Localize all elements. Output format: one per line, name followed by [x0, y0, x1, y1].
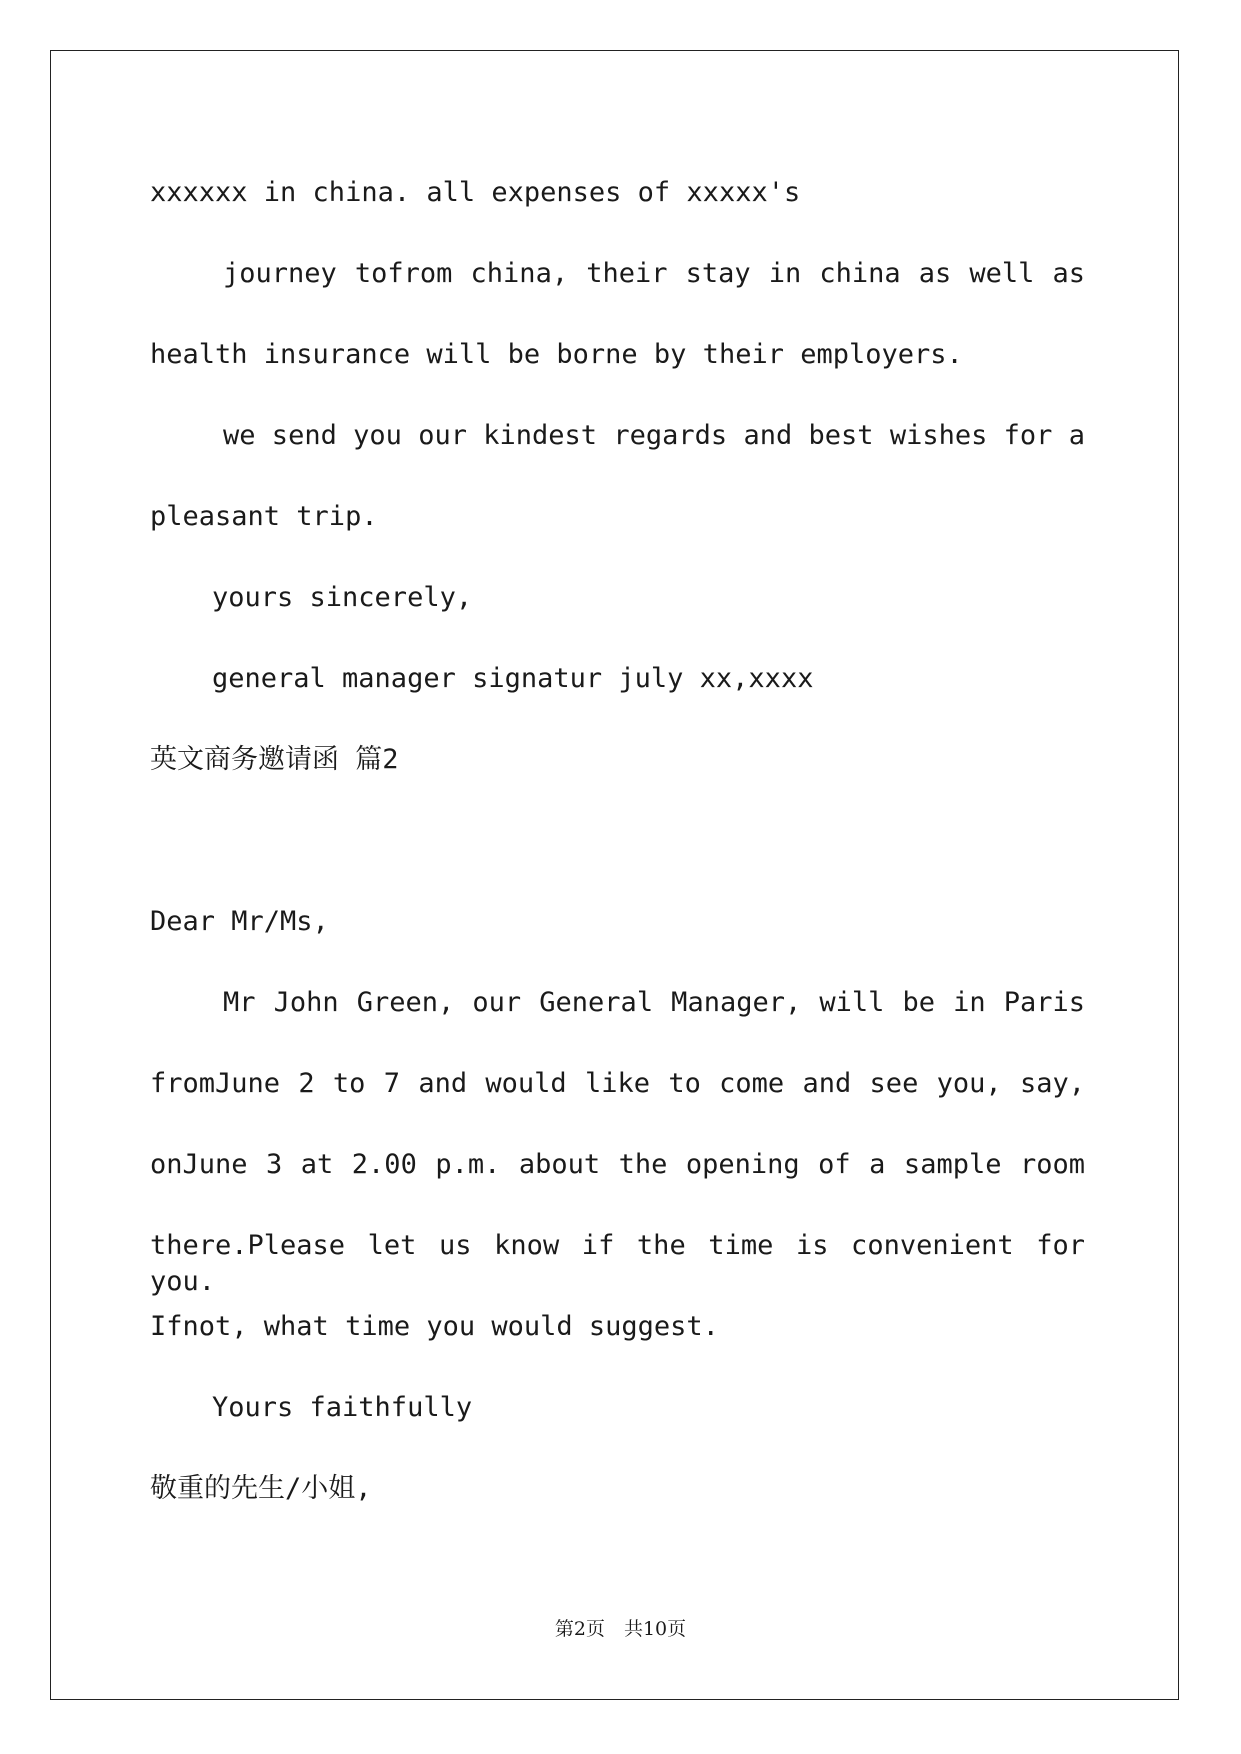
body-line-4: we send you our kindest regards and best wishes for a: [223, 420, 1085, 451]
letter-line-4: there.Please let us know if the time is convenient for you.: [150, 1230, 1085, 1297]
signature-line: general manager signatur july xx,xxxx: [212, 663, 814, 694]
letter-line-2: fromJune 2 to 7 and would like to come and see you, say,: [150, 1068, 1085, 1099]
salutation: Dear Mr/Ms,: [150, 906, 329, 937]
body-line-5: pleasant trip.: [150, 501, 378, 532]
closing-line: yours sincerely,: [212, 582, 473, 613]
chinese-salutation: 敬重的先生/小姐,: [150, 1473, 372, 1504]
letter-line-5: Ifnot, what time you would suggest.: [150, 1311, 719, 1342]
body-line-1: xxxxxx in china. all expenses of xxxxx's: [150, 177, 801, 208]
letter-line-1: Mr John Green, our General Manager, will be in Paris: [223, 987, 1085, 1018]
body-line-2: journey tofrom china, their stay in china as well as: [223, 258, 1085, 289]
letter-closing: Yours faithfully: [212, 1392, 473, 1423]
page-number-footer: 第2页 共10页: [554, 1618, 687, 1640]
section-heading: 英文商务邀请函 篇2: [150, 744, 399, 775]
body-line-3: health insurance will be borne by their employers.: [150, 339, 963, 370]
letter-line-3: onJune 3 at 2.00 p.m. about the opening of a sample room: [150, 1149, 1085, 1180]
page-border: [50, 50, 1179, 1700]
